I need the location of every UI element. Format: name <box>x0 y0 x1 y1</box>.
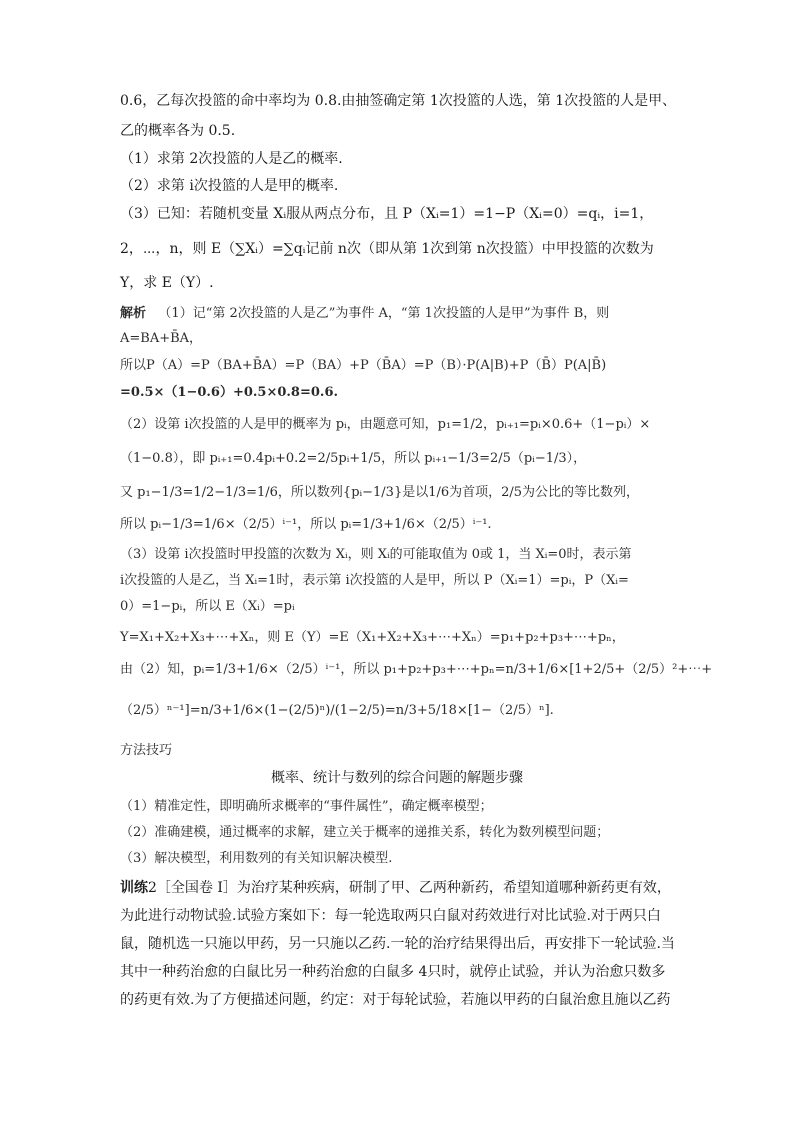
solution-line-14: （2/5）ⁿ⁻¹]=n/3+1/6×(1−(2/5)ⁿ)/(1−2/5)=n/3+5/18×[1−（2/5）ⁿ]. <box>120 703 554 718</box>
solution-line-5: （2）设第 i次投篮的人是甲的概率为 pᵢ，由题意可知，p₁=1/2，pᵢ₊₁=pᵢ×0.6+（1−pᵢ）× <box>120 417 651 432</box>
problem-line-6: 2，⋯，n，则 E（∑Xᵢ）=∑qᵢ记前 n次（即从第 1次到第 n次投篮）中甲投篮的次数为 <box>120 241 654 257</box>
solution-line-10: i次投篮的人是乙，当 Xᵢ=1时，表示第 i次投篮的人是甲，所以 P（Xᵢ=1）=pᵢ，P（Xᵢ= <box>120 573 629 588</box>
solution-line-12: Y=X₁+X₂+X₃+⋯+Xₙ，则 E（Y）=E（X₁+X₂+X₃+⋯+Xₙ）=p₁+p₂+p₃+⋯+pₙ， <box>120 630 625 645</box>
training-line-3: 鼠，随机选一只施以甲药，另一只施以乙药.一轮的治疗结果得出后，再安排下一轮试验.当 <box>120 936 675 952</box>
problem-line-7: Y，求 E（Y）. <box>120 275 214 291</box>
problem-line-4: （2）求第 i次投篮的人是甲的概率. <box>120 178 339 194</box>
solution-text-1: （1）记“第 2次投篮的人是乙”为事件 A，“第 1次投篮的人是甲”为事件 B，则 <box>158 306 610 321</box>
training-line-5: 的药更有效.为了方便描述问题，约定：对于每轮试验，若施以甲药的白鼠治愈且施以乙药 <box>120 992 671 1008</box>
method-item-3: （3）解决模型，利用数列的有关知识解决模型. <box>120 851 393 866</box>
training-line-2: 为此进行动物试验.试验方案如下：每一轮选取两只白鼠对药效进行对比试验.对于两只白 <box>120 908 661 924</box>
training-line-1 <box>120 877 671 899</box>
training-text-1: 2［全国卷 I］为治疗某种疾病，研制了甲、乙两种新药，希望知道哪种新药更有效， <box>148 880 671 896</box>
problem-line-1: 0.6，乙每次投篮的命中率均为 0.8.由抽签确定第 1次投篮的人选，第 1次投篮的人是甲、 <box>120 93 677 109</box>
solution-line-7: 又 p₁−1/3=1/2−1/3=1/6，所以数列{pᵢ−1/3}是以1/6为首项，2/5为公比的等比数列， <box>120 485 640 500</box>
solution-line-6: （1−0.8），即 pᵢ₊₁=0.4pᵢ+0.2=2/5pᵢ+1/5，所以 pᵢ₊₁−1/3=2/5（pᵢ−1/3）， <box>120 451 587 466</box>
solution-line-13: 由（2）知，pᵢ=1/3+1/6×（2/5）ⁱ⁻¹，所以 p₁+p₂+p₃+⋯+pₙ=n/3+1/6×[1+2/5+（2/5）²+⋯+ <box>120 662 713 677</box>
solution-line-9: （3）设第 i次投篮时甲投篮的次数为 Xᵢ，则 Xᵢ的可能取值为 0或 1，当 Xᵢ=0时，表示第 <box>120 547 632 562</box>
solution-line-2: A=BA+B̄A， <box>120 331 203 346</box>
problem-line-2: 乙的概率各为 0.5. <box>120 123 236 139</box>
solution-line-8: 所以 pᵢ−1/3=1/6×（2/5）ⁱ⁻¹，所以 pᵢ=1/3+1/6×（2/5）ⁱ⁻¹. <box>120 517 492 532</box>
solution-line-11: 0）=1−pᵢ，所以 E（Xᵢ）=pᵢ <box>120 599 295 614</box>
solution-line-4: =0.5×（1−0.6）+0.5×0.8=0.6. <box>120 385 339 400</box>
problem-line-5: （3）已知：若随机变量 Xᵢ服从两点分布，且 P（Xᵢ=1）=1−P（Xᵢ=0）=qᵢ，i=1， <box>120 206 654 222</box>
method-title: 概率、统计与数列的综合问题的解题步骤 <box>271 770 523 786</box>
training-label: 训练 <box>120 880 148 896</box>
solution-line-3: 所以P（A）=P（BA+B̄A）=P（BA）+P（B̄A）=P（B）·P(A|B)+P（B̄）P(A|B̄) <box>120 358 607 373</box>
solution-line-1 <box>120 303 609 325</box>
problem-line-3: （1）求第 2次投篮的人是乙的概率. <box>120 151 343 167</box>
method-label: 方法技巧 <box>120 743 173 758</box>
method-item-2: （2）准确建模，通过概率的求解，建立关于概率的递推关系，转化为数列模型问题； <box>120 825 610 840</box>
training-line-4: 其中一种药治愈的白鼠比另一种药治愈的白鼠多 4只时，就停止试验，并认为治愈只数多 <box>120 964 666 980</box>
solution-label: 解析 <box>120 306 147 321</box>
method-item-1: （1）精准定性，即明确所求概率的“事件属性”，确定概率模型； <box>120 799 493 814</box>
